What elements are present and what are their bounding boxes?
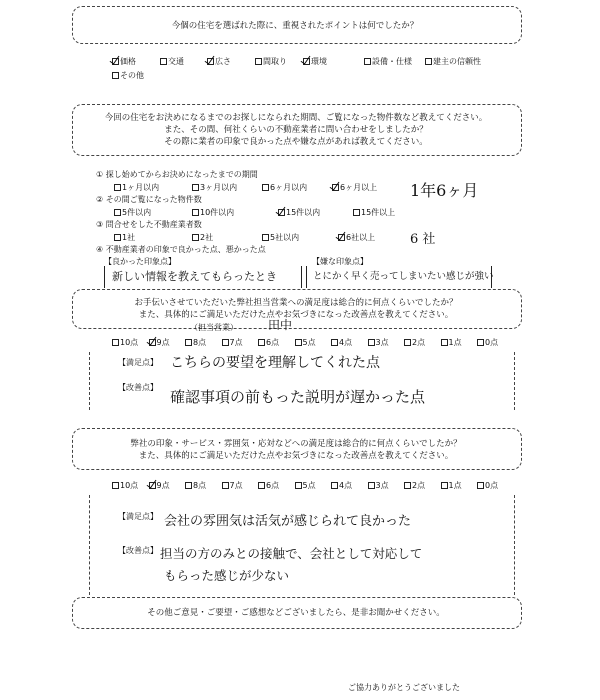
q3-satisfied-label: 【満足点】 [118,358,158,367]
checkbox[interactable] [441,339,448,346]
checkbox[interactable] [441,482,448,489]
q2-intro-line-1: 今回の住宅をお決めになるまでのお探しになられた期間、ご覧になった物件数など教えてください。 [104,113,488,123]
checkbox[interactable] [364,58,371,65]
q2-good-label: 【良かった印象点】 [104,257,176,266]
q4-score-label: 0点 [485,481,499,490]
checkbox[interactable] [258,482,265,489]
q3-score-label: 0点 [485,338,499,347]
q4-score-label: 10点 [120,481,139,490]
q3-score-option[interactable] [258,337,279,348]
q3-score-option[interactable] [185,337,206,348]
checkbox[interactable] [192,184,199,191]
q3-score-option[interactable] [441,337,462,348]
q2-properties-option-5[interactable]: 5件以内 [114,207,151,218]
q4-score-option[interactable] [441,480,462,491]
q2-agents-option-6-plus[interactable]: 6社以上 [338,232,375,243]
q1-option-layout[interactable]: 間取り [255,56,287,67]
q3-staff-name: 田中 [268,318,293,332]
checkbox[interactable] [404,339,411,346]
q2-intro-line-2: また、その間、何社くらいの不動産業者に問い合わせをしましたか？ [164,125,428,135]
q3-score-label: 5点 [302,338,316,347]
q4-score-label: 7点 [229,481,243,490]
q2-period-option-6m-plus[interactable]: 6ヶ月以上 [332,182,377,193]
checkbox[interactable] [338,234,345,241]
q4-score-label: 1点 [448,481,462,490]
q4-intro-line-1: 弊社の印象・サービス・雰囲気・応対などへの満足度は総合的に何点くらいでしたか？ [130,439,462,449]
checkbox[interactable] [185,339,192,346]
checkbox[interactable] [303,58,310,65]
q3-score-label: 9点 [156,338,170,347]
q4-score-option[interactable] [295,480,316,491]
q1-option-other[interactable]: その他 [112,70,144,81]
q4-score-label: 4点 [339,481,353,490]
q4-score-option[interactable] [185,480,206,491]
q2-good-text: 新しい情報を教えてもらったとき [112,270,277,283]
q2-period-option-3m[interactable]: 3ヶ月以内 [192,182,237,193]
q4-improve-text-line-1: 担当の方のみとの接触で、会社として対応して [160,546,423,561]
q3-score-label: 1点 [448,338,462,347]
checkbox[interactable] [295,339,302,346]
checkbox[interactable] [207,58,214,65]
checkbox[interactable] [192,209,199,216]
q3-satisfied-text: こちらの要望を理解してくれた点 [170,355,380,371]
q2-period-option-1m[interactable]: 1ヶ月以内 [114,182,159,193]
q3-score-label: 8点 [193,338,207,347]
q3-score-option[interactable] [368,337,389,348]
q2-period-label: ① 探し始めてからお決めになったまでの期間 [96,170,258,179]
q3-score-option[interactable] [112,337,138,348]
checkbox[interactable] [114,234,121,241]
checkbox[interactable] [404,482,411,489]
checkbox[interactable] [112,72,119,79]
q1-option-price[interactable]: 価格 [112,56,136,67]
checkbox[interactable] [477,339,484,346]
checkbox[interactable] [368,482,375,489]
q3-score-label: 4点 [339,338,353,347]
checkbox[interactable] [331,339,338,346]
q4-intro-line-2: また、具体的にご満足いただけた点やお気づきになった改善点を教えてください。 [138,451,454,461]
checkbox[interactable] [192,234,199,241]
checkbox[interactable] [278,209,285,216]
q3-improve-text: 確認事項の前もった説明が遅かった点 [170,388,426,406]
q4-score-label: 8点 [193,481,207,490]
checkbox[interactable] [149,482,156,489]
q1-option-builder-trust[interactable]: 建主の信頼性 [425,56,481,67]
checkbox[interactable] [295,482,302,489]
q1-title: 今個の住宅を選ばれた際に、重視されたポイントは何でしたか？ [171,21,419,31]
q4-score-label: 2点 [412,481,426,490]
checkbox[interactable] [112,58,119,65]
q3-score-label: 2点 [412,338,426,347]
q2-agents-label: ③ 問合せをした不動産業者数 [96,220,202,229]
q3-score-option[interactable] [477,337,498,348]
checkbox[interactable] [425,58,432,65]
checkbox[interactable] [149,339,156,346]
q3-score-label: 6点 [266,338,280,347]
q4-score-option[interactable] [258,480,279,491]
q4-improve-text-line-2: もらった感じが少ない [164,568,290,583]
q3-staff-label: （担当営業） [190,323,238,332]
q2-intro-line-3: その際に業者の印象で良かった点や嫌な点があれば教えてください。 [164,137,428,147]
checkbox[interactable] [331,482,338,489]
checkbox[interactable] [222,482,229,489]
footer-thanks: ご協力ありがとうございました [348,683,460,692]
q3-score-option[interactable] [295,337,316,348]
q1-option-transport[interactable]: 交通 [160,56,184,67]
q3-score-label: 7点 [229,338,243,347]
q2-properties-label: ② その間ご覧になった物件数 [96,195,202,204]
q3-score-label: 3点 [375,338,389,347]
q4-score-option[interactable] [404,480,425,491]
q4-improve-label: 【改善点】 [118,546,158,555]
q3-score-option[interactable] [331,337,352,348]
q2-agents-handwritten: 6 社 [410,232,436,247]
checkbox[interactable] [112,339,119,346]
q2-properties-option-15[interactable]: 15件以内 [278,207,320,218]
q4-score-label: 3点 [375,481,389,490]
q3-score-option[interactable] [149,337,170,348]
q1-option-equipment[interactable]: 設備・仕様 [364,56,412,67]
q2-impression-label: ④ 不動産業者の印象で良かった点、悪かった点 [96,245,266,254]
q4-score-label: 5点 [302,481,316,490]
q2-agents-option-2[interactable]: 2社 [192,232,213,243]
footer-request: その他ご意見・ご要望・ご感想などございましたら、是非お聞かせください。 [147,608,445,618]
checkbox[interactable] [262,184,269,191]
q3-score-option[interactable] [404,337,425,348]
q2-period-handwritten: 1年6ヶ月 [410,181,479,200]
q3-score-label: 10点 [120,338,139,347]
q2-period-option-6m[interactable]: 6ヶ月以内 [262,182,307,193]
q4-score-option[interactable] [112,480,138,491]
q2-agents-option-5[interactable]: 5社以内 [262,232,299,243]
q4-score-option[interactable] [331,480,352,491]
checkbox[interactable] [353,209,360,216]
q4-score-option[interactable] [368,480,389,491]
q4-satisfied-text: 会社の雰囲気は活気が感じられて良かった [164,514,412,529]
checkbox[interactable] [368,339,375,346]
q4-score-option[interactable] [149,480,170,491]
q2-bad-label: 【嫌な印象点】 [312,257,368,266]
checkbox[interactable] [114,209,121,216]
q3-improve-label: 【改善点】 [118,383,158,392]
checkbox[interactable] [185,482,192,489]
q1-option-size[interactable]: 広さ [207,56,231,67]
checkbox[interactable] [258,339,265,346]
q2-agents-option-1[interactable]: 1社 [114,232,135,243]
q2-properties-option-15-plus[interactable]: 15件以上 [353,207,395,218]
q3-intro-line-2: また、具体的にご満足いただけた点やお気づきになった改善点を教えてください。 [138,310,454,320]
checkbox[interactable] [262,234,269,241]
q2-bad-text: とにかく早く売ってしまいたい感じが強い [313,271,494,282]
q4-score-option[interactable] [477,480,498,491]
q2-properties-option-10[interactable]: 10件以内 [192,207,234,218]
q4-score-label: 6点 [266,481,280,490]
checkbox[interactable] [332,184,339,191]
checkbox[interactable] [160,58,167,65]
q4-score-option[interactable] [222,480,243,491]
q1-option-environment[interactable]: 環境 [303,56,327,67]
checkbox[interactable] [222,339,229,346]
checkbox[interactable] [114,184,121,191]
q4-satisfied-label: 【満足点】 [118,512,158,521]
q4-score-label: 9点 [156,481,170,490]
q3-intro-line-1: お手伝いさせていただいた弊社担当営業への満足度は総合的に何点くらいでしたか？ [134,298,458,308]
checkbox[interactable] [255,58,262,65]
checkbox[interactable] [477,482,484,489]
checkbox[interactable] [112,482,119,489]
q3-score-option[interactable] [222,337,243,348]
